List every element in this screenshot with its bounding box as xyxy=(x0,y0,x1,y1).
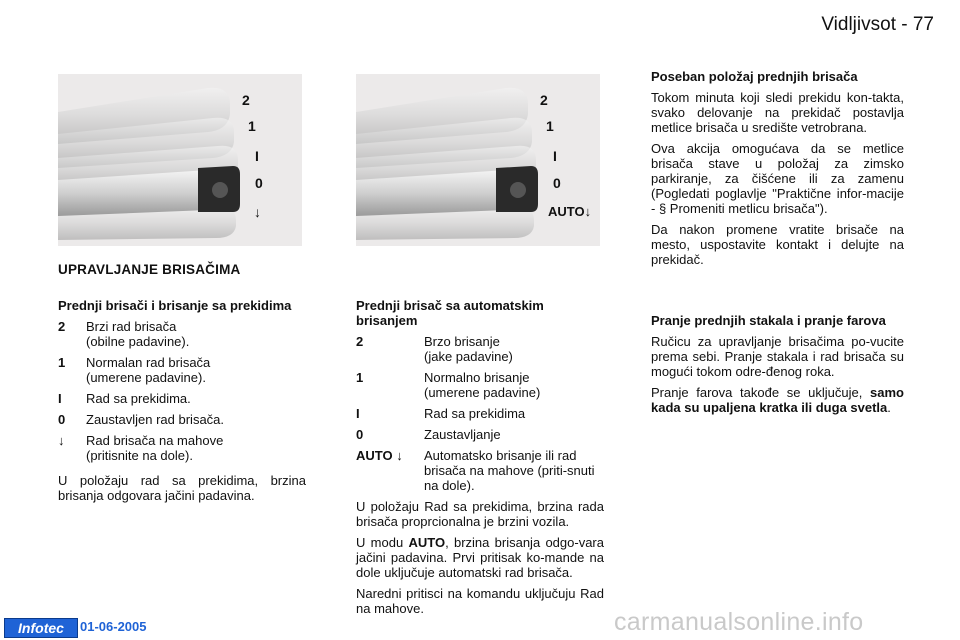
position-description: Rad sa prekidima. xyxy=(86,391,191,406)
position-label-0: 0 xyxy=(553,175,561,191)
position-description: Normalan rad brisača (umerene padavine). xyxy=(86,355,211,385)
position-key: ↓ xyxy=(58,433,65,448)
stalk-ghost-positions xyxy=(356,88,536,240)
paragraph: Tokom minuta koji sledi prekidu kon-takta, svako delovanje na prekidač postavlja metlice brisača u središte vetrobrana. xyxy=(651,90,904,135)
position-label-2: 2 xyxy=(540,92,548,108)
text: . xyxy=(887,400,891,415)
position-description: Brzo brisanje (jake padavine) xyxy=(424,334,513,364)
paragraph: Ručicu za upravljanje brisačima po-vucite prema sebi. Pranje stakala i rad brisača su mogući tokom odre-đenog roka. xyxy=(651,334,904,379)
position-item xyxy=(356,448,604,493)
position-label-1: 1 xyxy=(546,118,554,134)
position-item xyxy=(58,433,306,463)
infotec-logo: Infotec xyxy=(4,618,78,638)
paragraph-auto-mode xyxy=(356,535,604,580)
position-key: 0 xyxy=(356,427,364,442)
column-heading: Poseban položaj prednjih brisača xyxy=(651,69,858,84)
column-heading: Prednji brisači i brisanje sa prekidima xyxy=(58,298,292,313)
paragraph-headlamp-wash xyxy=(651,385,904,415)
text: Pranje farova takođe se uključuje, xyxy=(651,385,871,400)
text-bold: AUTO xyxy=(408,535,446,550)
position-label-2: 2 xyxy=(242,92,250,108)
position-description: Rad brisača na mahove (pritisnite na dole). xyxy=(86,433,224,463)
wiper-stalk-figure-right xyxy=(356,74,600,246)
position-item xyxy=(58,319,306,349)
position-description: Zaustavljanje xyxy=(424,427,501,442)
paragraph: U položaju Rad sa prekidima, brzina rada brisača proprcionalna je brzini vozila. xyxy=(356,499,604,529)
position-label-I: I xyxy=(553,148,557,164)
section-title: UPRAVLJANJE BRISAČIMA xyxy=(58,262,241,277)
wiper-stalk-figure-left xyxy=(58,74,302,246)
paragraph: U položaju rad sa prekidima, brzina brisanja odgovara jačini padavina. xyxy=(58,473,306,503)
position-key: AUTO ↓ xyxy=(356,448,403,463)
position-label-1: 1 xyxy=(248,118,256,134)
position-key: 1 xyxy=(58,355,66,370)
position-label-I: I xyxy=(255,148,259,164)
position-description: Normalno brisanje (umerene padavine) xyxy=(424,370,541,400)
stalk-ghost-positions xyxy=(58,88,238,240)
column-special-position xyxy=(651,69,904,273)
position-item xyxy=(356,406,604,421)
position-key: 0 xyxy=(58,412,66,427)
position-item xyxy=(58,412,306,427)
text-bold: samo kada su upaljena kratka ili duga svetla xyxy=(651,385,904,415)
position-label-0: 0 xyxy=(255,175,263,191)
text: , brzina brisanja odgo-vara jačini padavina. Prvi pritisak ko-mande na dole uključuje automatski rad brisača. xyxy=(356,535,604,580)
column-heading: Pranje prednjih stakala i pranje farova xyxy=(651,313,886,328)
watermark: carmanualsonline.info xyxy=(614,608,864,636)
position-list xyxy=(356,334,604,493)
position-item xyxy=(58,355,306,385)
column-heading: Prednji brisač sa automatskim brisanjem xyxy=(356,298,544,328)
column-front-wipers xyxy=(58,298,306,509)
position-key: 2 xyxy=(356,334,364,349)
footer-date: 01-06-2005 xyxy=(80,619,147,634)
position-description: Rad sa prekidima xyxy=(424,406,526,421)
position-list xyxy=(58,319,306,463)
position-item xyxy=(356,427,604,442)
column-washers xyxy=(651,313,904,421)
position-item xyxy=(356,334,604,364)
paragraph: Da nakon promene vratite brisače na mesto, uspostavite kontakt i delujte na prekidač. xyxy=(651,222,904,267)
column-auto-wiper xyxy=(356,298,604,622)
position-label-auto: AUTO↓ xyxy=(548,204,592,219)
paragraph: Naredni pritisci na komandu uključuju Rad na mahove. xyxy=(356,586,604,616)
position-description: Automatsko brisanje ili rad brisača na mahove (priti-snuti na dole). xyxy=(424,448,595,493)
position-label-down: ↓ xyxy=(254,204,261,220)
position-key: 1 xyxy=(356,370,364,385)
paragraph: Ova akcija omogućava da se metlice brisača stave u položaj za zimsko parkiranje, za čišćene ili za zamenu (Pogledati poglavlje "Praktične infor-macije - § Promeniti metlicu brisača"). xyxy=(651,141,904,216)
position-description: Brzi rad brisača (obilne padavine). xyxy=(86,319,190,349)
page-header: Vidljivsot - 77 xyxy=(821,14,934,35)
position-description: Zaustavljen rad brisača. xyxy=(86,412,225,427)
position-key: I xyxy=(58,391,62,406)
position-item xyxy=(58,391,306,406)
wiper-stalk-illustration xyxy=(58,74,302,246)
position-item xyxy=(356,370,604,400)
position-key: I xyxy=(356,406,360,421)
position-key: 2 xyxy=(58,319,66,334)
wiper-stalk-auto-illustration xyxy=(356,74,600,246)
text: U modu xyxy=(356,535,409,550)
